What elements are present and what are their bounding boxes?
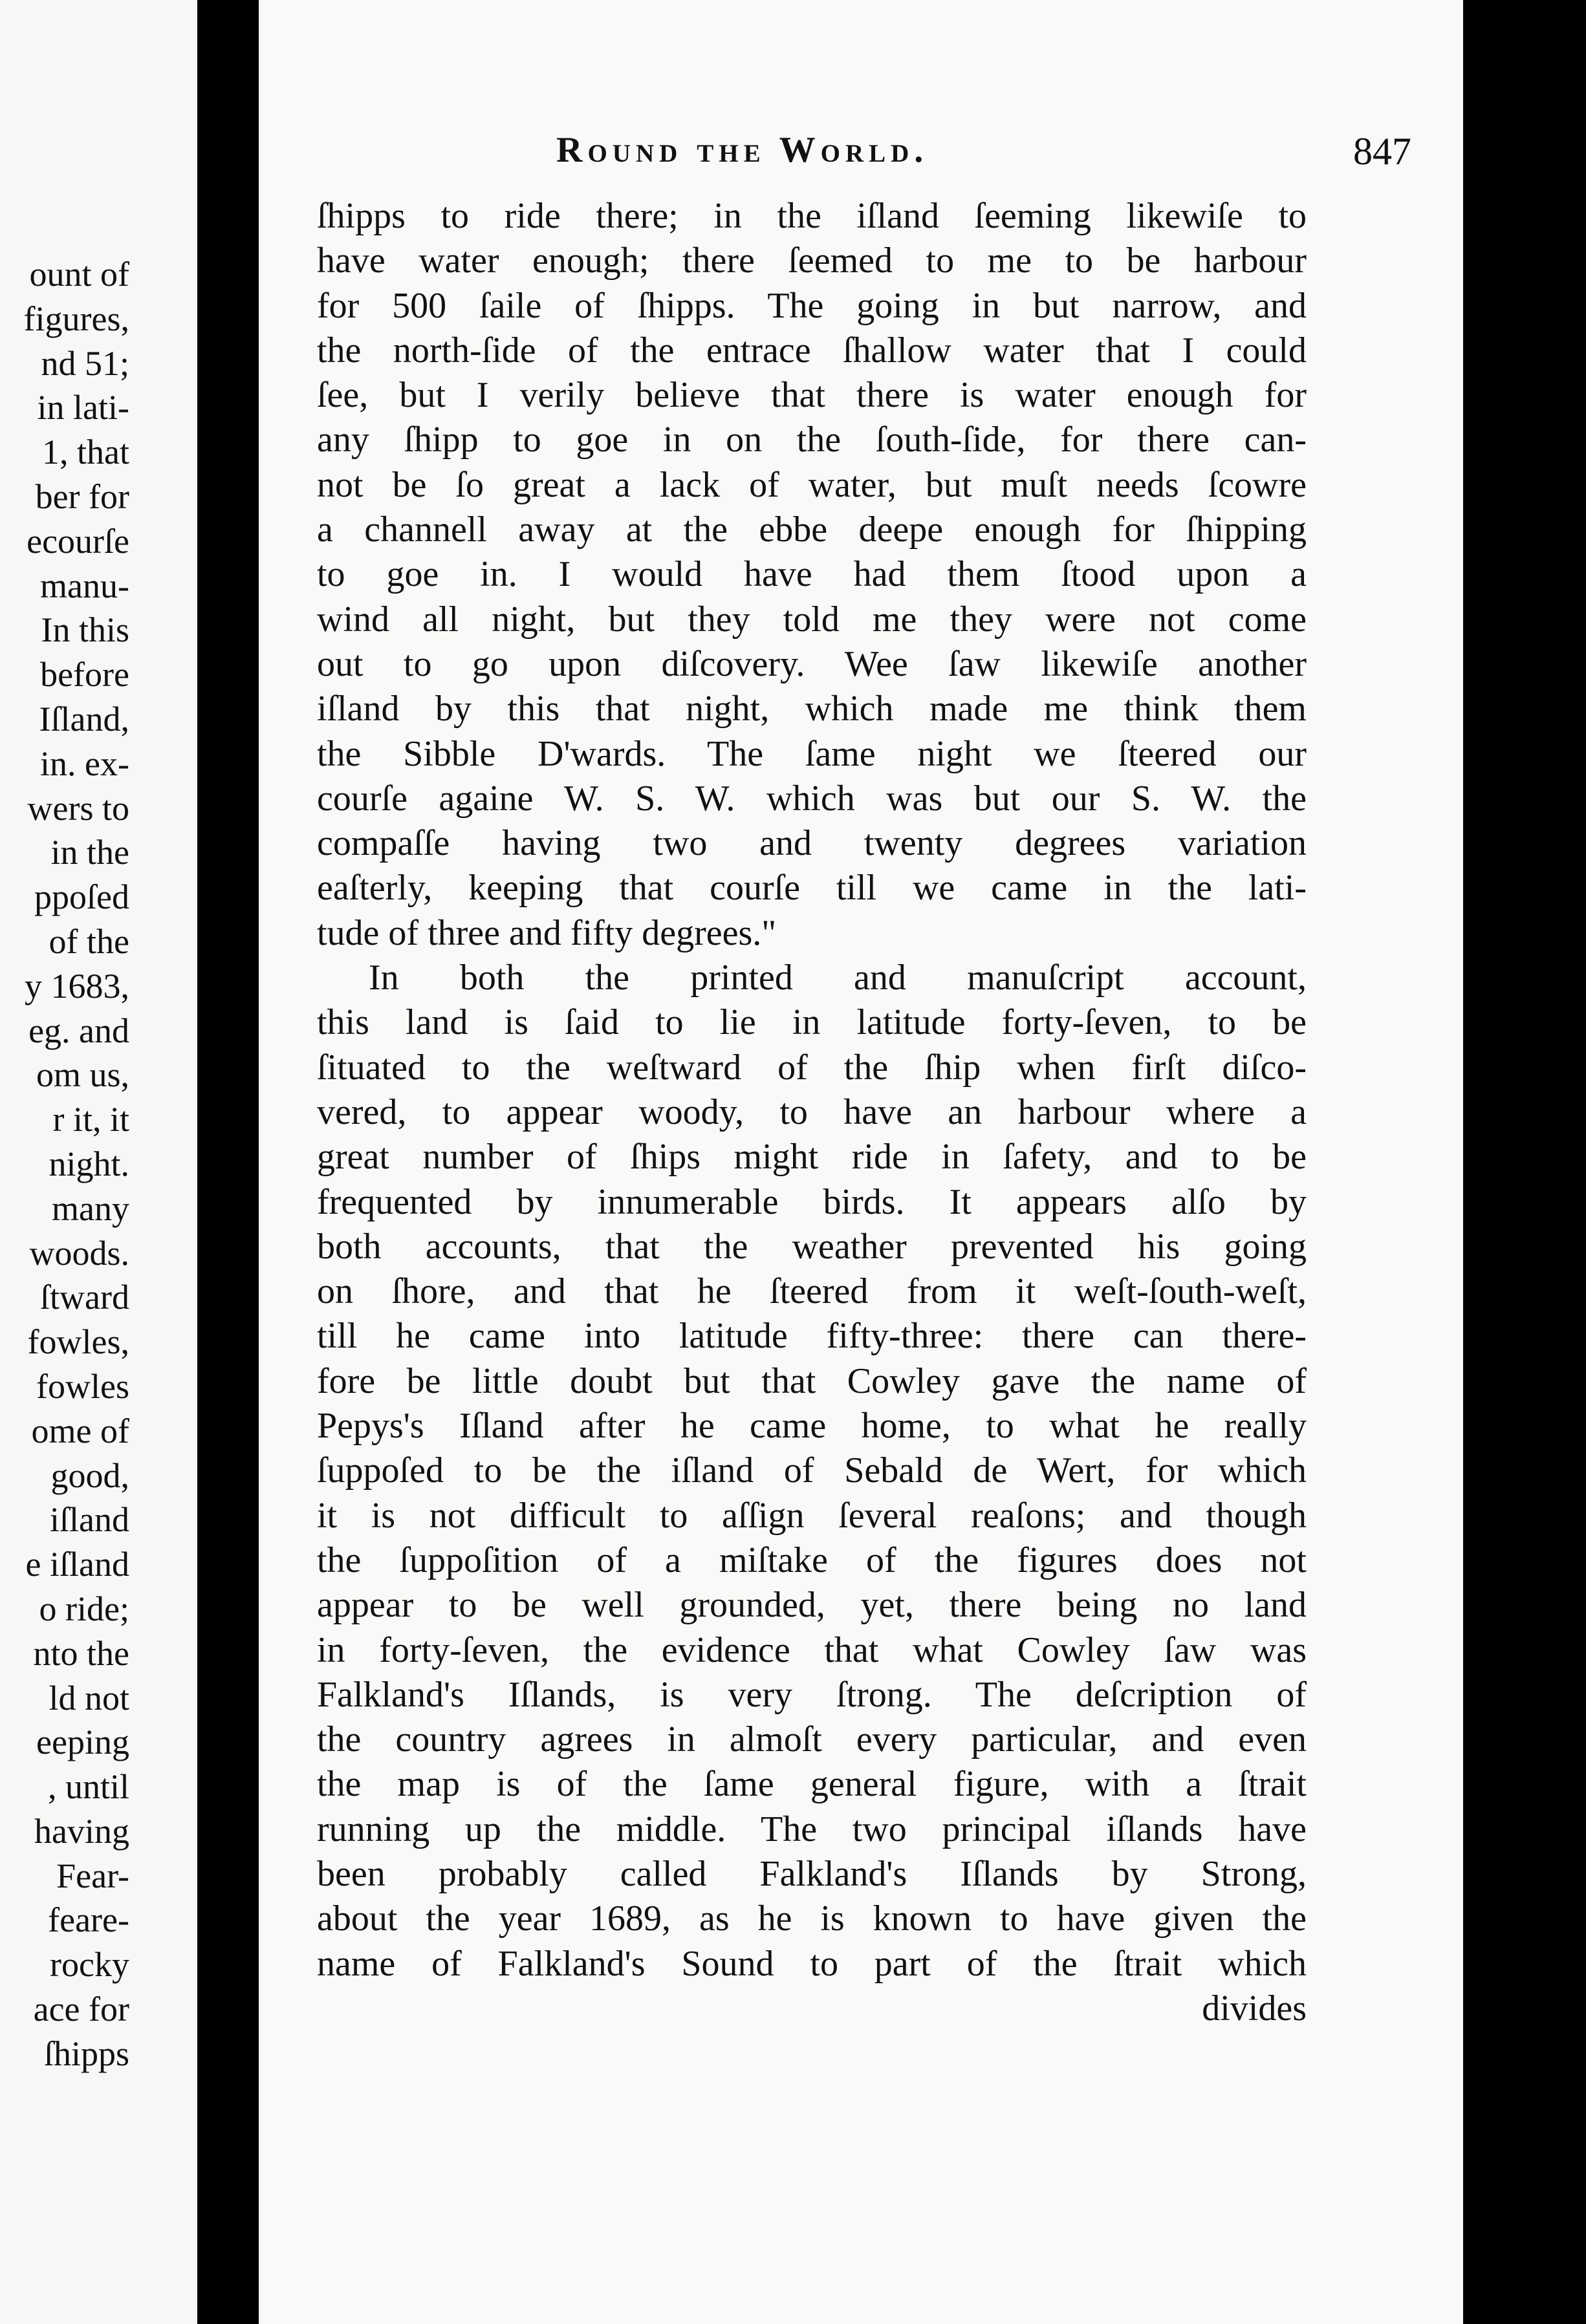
fragment-line: eeping <box>36 1723 129 1762</box>
text-line: for 500 ſaile of ſhipps. The going in but narrow, and <box>317 285 1307 326</box>
running-title: Round the World. <box>556 130 929 170</box>
text-line: about the year 1689, as he is known to have given the <box>317 1899 1307 1939</box>
text-line: it is not difficult to aſſign ſeveral reaſons; and though <box>317 1495 1307 1536</box>
fragment-line: Fear- <box>56 1856 129 1895</box>
text-line: the ſuppoſition of a miſtake of the figures does not <box>317 1540 1307 1580</box>
fragment-line: rocky <box>50 1945 129 1985</box>
fragment-line: ld not <box>49 1678 129 1717</box>
fragment-line: before <box>40 655 129 694</box>
text-line: the Sibble D'wards. The ſame night we ſteered our <box>317 733 1307 774</box>
text-line: Falkland's Iſlands, is very ſtrong. The deſcription of <box>317 1674 1307 1715</box>
text-line: not be ſo great a lack of water, but muſt needs ſcowre <box>317 464 1307 505</box>
text-line: wind all night, but they told me they were not come <box>317 599 1307 640</box>
text-line: out to go upon diſcovery. Wee ſaw likewiſe another <box>317 643 1307 684</box>
text-line: frequented by innumerable birds. It appears alſo by <box>317 1181 1307 1222</box>
fragment-line: o ride; <box>39 1589 129 1628</box>
text-line: ſituated to the weſtward of the ſhip when firſt diſco- <box>317 1047 1307 1088</box>
text-line: ſee, but I verily believe that there is water enough for <box>317 375 1307 416</box>
fragment-line: , until <box>47 1767 129 1807</box>
fragment-line: ſhipps <box>43 2034 129 2073</box>
fragment-line: nto the <box>33 1633 129 1673</box>
fragment-line: many <box>52 1189 129 1228</box>
fragment-line: wers to <box>27 788 129 828</box>
text-line: have water enough; there ſeemed to me to be harbour <box>317 241 1307 281</box>
page-number: 847 <box>1353 130 1411 173</box>
fragment-line: e iſland <box>25 1545 129 1584</box>
text-line: a channell away at the ebbe deepe enough for ſhipping <box>317 510 1307 550</box>
fragment-line: of the <box>49 921 129 961</box>
text-line: any ſhipp to goe in on the ſouth-ſide, for there can- <box>317 420 1307 460</box>
text-line: both accounts, that the weather prevented his going <box>317 1226 1307 1267</box>
fragment-line: in lati- <box>37 388 129 427</box>
fragment-line: eg. and <box>28 1011 129 1050</box>
fragment-line: good, <box>50 1456 129 1495</box>
scan-border <box>1463 0 1586 2324</box>
text-line: in forty-ſeven, the evidence that what Cowley ſaw was <box>317 1630 1307 1670</box>
fragment-line: fowles <box>36 1366 129 1406</box>
running-head <box>259 129 1463 181</box>
text-line: vered, to appear woody, to have an harbour where a <box>317 1092 1307 1132</box>
text-line: Pepys's Iſland after he came home, to what he really <box>317 1406 1307 1447</box>
fragment-line: ace for <box>33 1990 129 2029</box>
text-line: running up the middle. The two principal iſlands have <box>317 1809 1307 1849</box>
text-line: to goe in. I would have had them ſtood upon a <box>317 554 1307 595</box>
fragment-line: iſland <box>50 1500 129 1540</box>
fragment-line: ſtward <box>40 1278 129 1317</box>
fragment-line: in the <box>50 833 129 872</box>
fragment-line: y 1683, <box>25 966 129 1006</box>
body-text <box>317 194 1307 2031</box>
text-line: fore be little doubt but that Cowley gave the name of <box>317 1361 1307 1401</box>
fragment-line: r it, it <box>52 1100 129 1139</box>
text-line: appear to be well grounded, yet, there being no land <box>317 1585 1307 1626</box>
text-line: the country agrees in almoſt every particular, and even <box>317 1719 1307 1760</box>
text-line: In both the printed and manuſcript account, <box>369 958 1307 998</box>
text-line: the north-ſide of the entrace ſhallow water that I could <box>317 330 1307 371</box>
fragment-line: in. ex- <box>40 744 129 783</box>
fragment-line: Iſland, <box>39 699 129 738</box>
text-line: eaſterly, keeping that courſe till we came in the lati- <box>317 868 1307 909</box>
fragment-line: 1, that <box>42 433 129 472</box>
text-line: great number of ſhips might ride in ſafety, and to be <box>317 1137 1307 1178</box>
text-line: name of Falkland's Sound to part of the ſtrait which <box>317 1943 1307 1984</box>
fragment-line: nd 51; <box>41 343 129 383</box>
text-line: courſe againe W. S. W. which was but our S. W. the <box>317 778 1307 819</box>
book-page <box>259 0 1463 2324</box>
fragment-line: fowles, <box>27 1322 129 1362</box>
fragment-line: ber for <box>35 477 129 516</box>
fragment-line: ount of <box>29 255 129 294</box>
book-gutter <box>197 0 259 2324</box>
previous-page-edge <box>0 0 201 2324</box>
fragment-line: ppoſed <box>34 877 129 917</box>
fragment-line: woods. <box>29 1233 129 1273</box>
previous-page-text-fragments <box>0 252 129 2076</box>
fragment-line: manu- <box>40 566 129 605</box>
text-line: tude of three and fifty degrees." <box>317 912 777 953</box>
text-line: the map is of the ſame general figure, with a ſtrait <box>317 1764 1307 1805</box>
fragment-line: ecourſe <box>27 521 129 561</box>
text-line: compaſſe having two and twenty degrees variation <box>317 823 1307 864</box>
text-line: been probably called Falkland's Iſlands by Strong, <box>317 1853 1307 1894</box>
fragment-line: ome of <box>31 1411 129 1450</box>
catchword: divides <box>1202 1988 1307 2028</box>
text-line: this land is ſaid to lie in latitude forty-ſeven, to be <box>317 1002 1307 1043</box>
text-line: ſuppoſed to be the iſland of Sebald de Wert, for which <box>317 1450 1307 1491</box>
text-line: till he came into latitude fifty-three: there can there- <box>317 1316 1307 1357</box>
text-line: ſhipps to ride there; in the iſland ſeeming likewiſe to <box>317 196 1307 236</box>
fragment-line: night. <box>49 1144 129 1183</box>
fragment-line: feare- <box>48 1900 129 1940</box>
text-line: iſland by this that night, which made me think them <box>317 689 1307 729</box>
fragment-line: having <box>34 1811 129 1851</box>
text-line: on ſhore, and that he ſteered from it weſt-ſouth-weſt, <box>317 1271 1307 1312</box>
fragment-line: om us, <box>36 1055 129 1095</box>
fragment-line: In this <box>41 610 129 650</box>
fragment-line: figures, <box>23 299 129 338</box>
